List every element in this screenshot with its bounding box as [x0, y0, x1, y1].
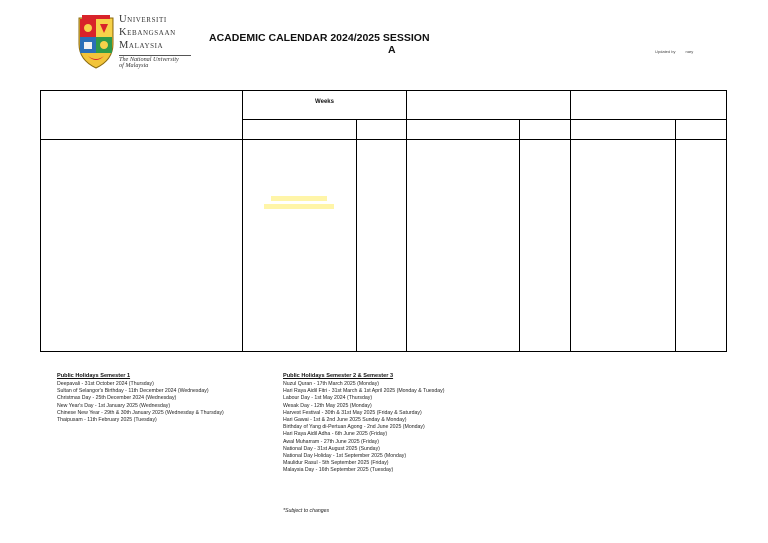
table-border-top — [40, 90, 727, 91]
holidays-semester-1 — [57, 373, 224, 424]
updated-label: Updated by — [655, 49, 676, 54]
page-title: ACADEMIC CALENDAR 2024/2025 SESSION — [209, 32, 430, 44]
list-item: Christmas Day - 25th December 2024 (Wednesday) — [57, 395, 177, 402]
logo-tagline-line-2: of Malaysia — [119, 62, 149, 69]
list-item: Malaysia Day - 16th September 2025 (Tuesday) — [283, 467, 394, 474]
table-border-right — [726, 90, 727, 352]
column-divider — [242, 90, 243, 352]
list-item: National Day Holiday - 1st September 2025 (Monday) — [283, 453, 407, 460]
subcolumn-divider — [675, 119, 676, 352]
updated-by — [655, 49, 703, 54]
subject-to-changes-note: *Subject to changes — [283, 508, 330, 514]
header-bottom-divider — [40, 139, 727, 140]
list-item: Deepavali - 31st October 2024 (Thursday) — [57, 381, 154, 387]
table-border-left — [40, 90, 41, 352]
list-item: Birthday of Yang di-Pertuan Agong - 2nd June 2025 (Monday) — [283, 424, 425, 431]
list-item: Hari Gawai - 1st & 2nd June 2025 Sunday & Monday) — [283, 417, 407, 424]
list-item: Hari Raya Aidil Fitri - 31st March & 1st April 2025 (Monday & Tuesday) — [283, 388, 445, 395]
logo-name-line-1: Universiti — [119, 14, 167, 25]
list-item: Sultan of Selangor's Birthday - 11th December 2024 (Wednesday) — [57, 388, 209, 395]
updated-value: nary — [685, 49, 694, 54]
list-item: Wesak Day - 12th May 2025 (Monday) — [283, 402, 372, 409]
table-border-bottom — [40, 351, 727, 352]
highlight-bar — [271, 196, 327, 201]
logo-name-line-3: Malaysia — [119, 40, 164, 51]
logo-name-line-2: Kebangsaan — [119, 27, 176, 38]
subcolumn-divider — [356, 119, 357, 352]
holidays-semester-1-title: Public Holidays Semester 1 — [57, 373, 131, 379]
page-subtitle: A — [388, 44, 396, 56]
list-item: Labour Day - 1st May 2024 (Thursday) — [283, 395, 373, 402]
list-item: Awal Muharram - 27th June 2025 (Friday) — [283, 438, 379, 445]
column-divider — [406, 90, 407, 352]
logo-tagline-line-1: The National University — [119, 56, 179, 63]
list-item: Chinese New Year - 29th & 30th January 2025 (Wednesday & Thursday) — [57, 409, 224, 416]
list-item: Thaipusam - 11th February 2025 (Tuesday) — [57, 417, 157, 424]
list-item: Maulidur Rasul - 5th September 2025 (Friday) — [283, 460, 389, 467]
highlight-bar — [264, 204, 334, 209]
holidays-semester-2-3-title: Public Holidays Semester 2 & Semester 3 — [283, 373, 394, 379]
subcolumn-divider — [519, 119, 520, 352]
list-item: Hari Raya Aidil Adha - 6th June 2025 (Friday) — [283, 431, 388, 438]
list-item: Nuzul Quran - 17th March 2025 (Monday) — [283, 381, 380, 387]
list-item: Harvest Festival - 30th & 31st May 2025 (Friday & Saturday) — [283, 409, 422, 416]
column-divider — [570, 90, 571, 352]
header-row-divider — [242, 119, 727, 120]
ukm-crest-icon — [76, 14, 116, 70]
holidays-semester-2-3 — [283, 373, 444, 475]
weeks-column-header: Weeks — [315, 99, 334, 105]
list-item: National Day - 31st August 2025 (Sunday) — [283, 445, 380, 452]
university-logo — [76, 14, 192, 70]
list-item: New Year's Day - 1st January 2025 (Wednesday) — [57, 402, 171, 409]
